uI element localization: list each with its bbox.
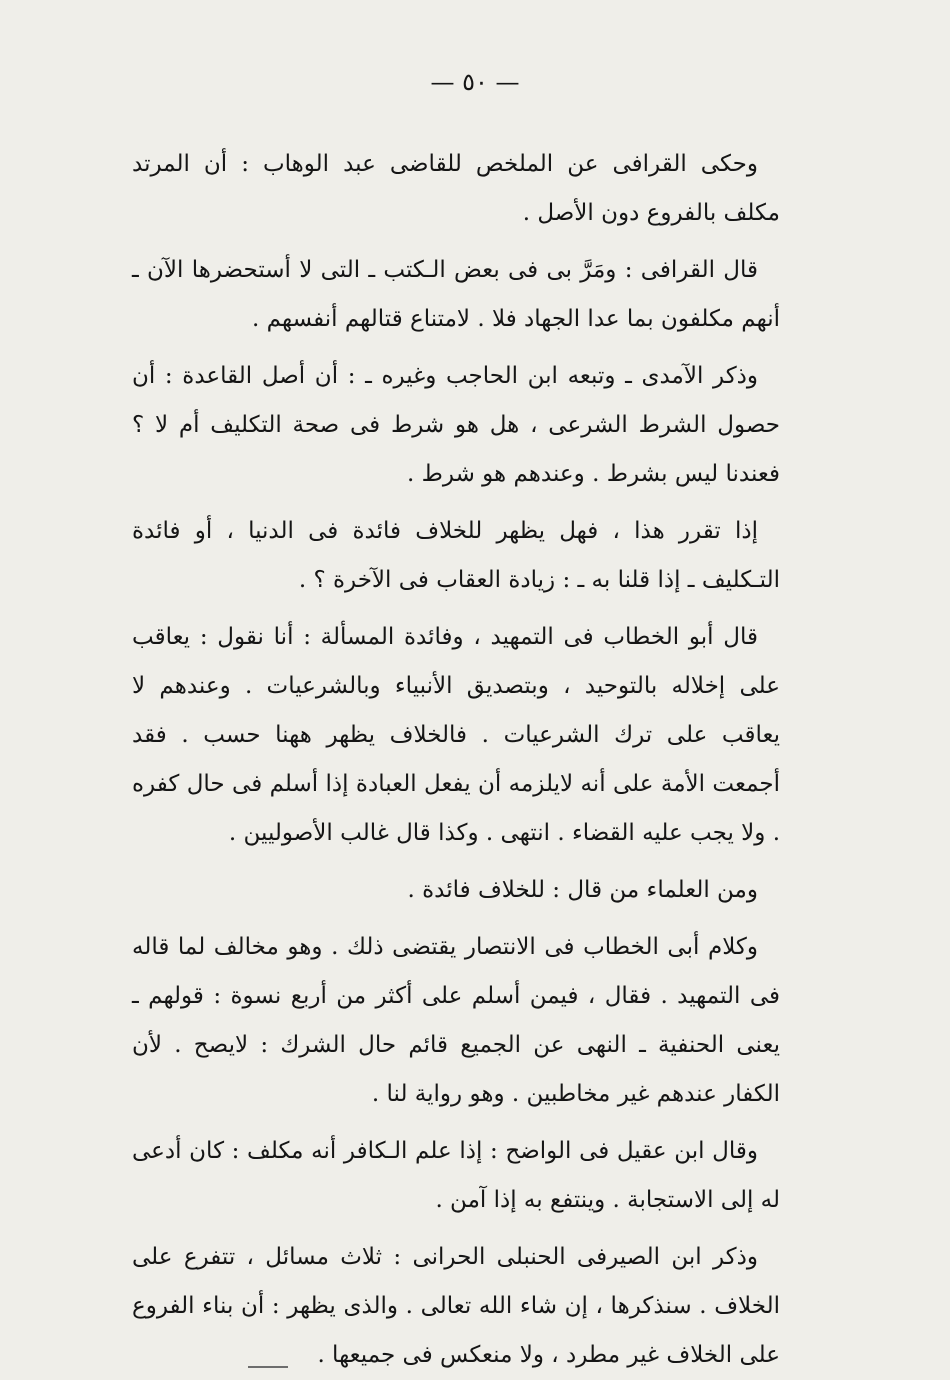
paragraph: وذكر الآمدى ـ وتبعه ابن الحاجب وغيره ـ : أن أصل القاعدة : أن حصول الشرط الشرعى ، هل هو شرط فى صحة التكليف أم لا ؟ فعندنا ليس بشرط . وعندهم هو شرط . [132, 363, 780, 487]
paragraph: قال القرافى : ومَرَّ بى فى بعض الـكتب ـ التى لا أستحضرها الآن ـ أنهم مكلفون بما عدا الجهاد فلا . لامتناع قتالهم أنفسهم . [132, 257, 780, 332]
paragraph: وقال ابن عقيل فى الواضح : إذا علم الـكافر أنه مكلف : كان أدعى له إلى الاستجابة . وينتفع به إذا آمن . [132, 1138, 780, 1213]
paragraph: وذكر ابن الصيرفى الحنبلى الحرانى : ثلاث مسائل ، تتفرع على الخلاف . سنذكرها ، إن شاء الله تعالى . والذى يظهر : أن بناء الفروع على الخلاف غير مطرد ، ولا منعكس فى جميعها . [132, 1244, 780, 1368]
paragraph: ومن العلماء من قال : للخلاف فائدة . [407, 877, 758, 903]
paragraph: وحكى القرافى عن الملخص للقاضى عبد الوهاب : أن المرتد مكلف بالفروع دون الأصل . [132, 151, 780, 226]
paragraph: وكلام أبى الخطاب فى الانتصار يقتضى ذلك . وهو مخالف لما قاله فى التمهيد . فقال ، فيمن أسلم على أكثر من أربع نسوة : قولهم ـ يعنى الحنفية ـ النهى عن الجميع قائم حال الشرك : لايصح . لأن الكفار عندهم غير مخاطبين . وهو رواية لنا . [132, 934, 780, 1107]
paragraph: قال أبو الخطاب فى التمهيد ، وفائدة المسألة : أنا نقول : يعاقب على إخلاله بالتوحيد ، وبتصديق الأنبياء وبالشرعيات . وعندهم لا يعاقب على ترك الشرعيات . فالخلاف يظهر ههنا حسب . فقد أجمعت الأمة على أنه لايلزمه أن يفعل العبادة إذا أسلم فى حال كفره . ولا يجب عليه القضاء . انتهى . وكذا قال غالب الأصوليين . [132, 624, 780, 846]
body-text [132, 140, 780, 1380]
paragraph: إذا تقرر هذا ، فهل يظهر للخلاف فائدة فى الدنيا ، أو فائدة التـكليف ـ إذا قلنا به ـ : زيادة العقاب فى الآخرة ؟ . [132, 518, 780, 593]
bottom-edge-mark [248, 1366, 288, 1368]
page-number: — ٥٠ — [430, 68, 520, 96]
